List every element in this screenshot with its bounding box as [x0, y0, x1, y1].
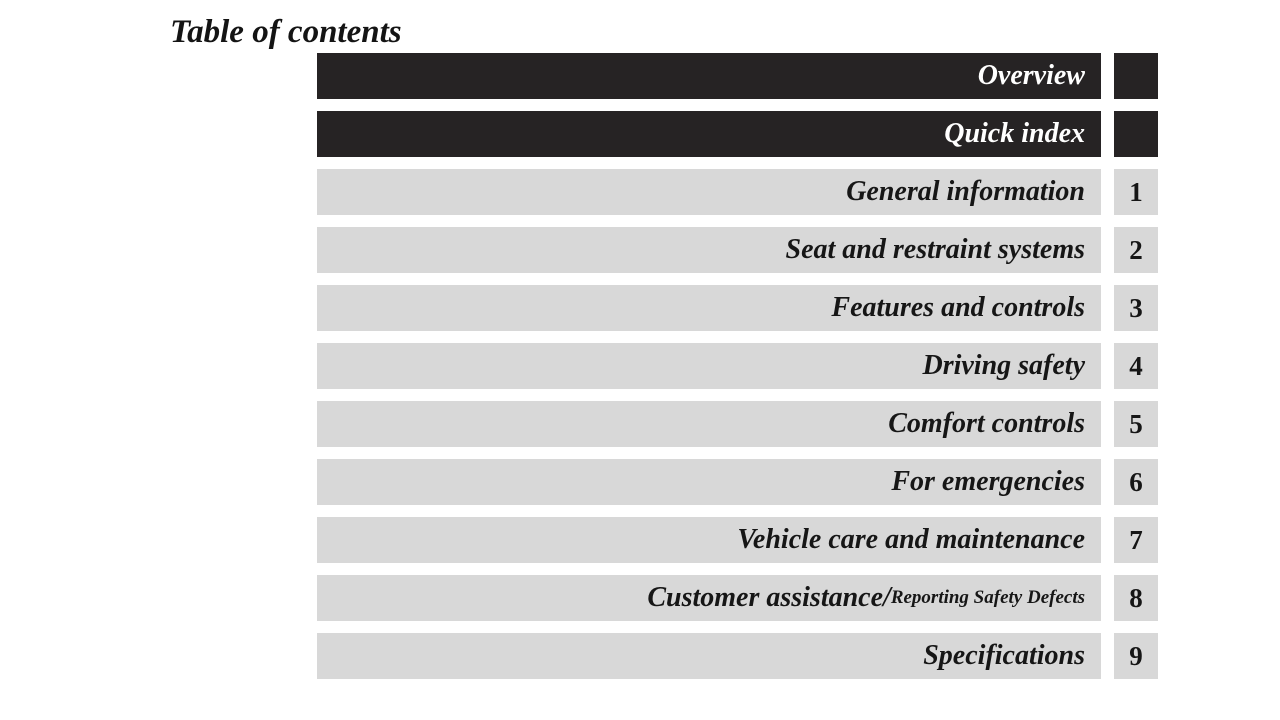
toc-section-label: Specifications — [923, 640, 1085, 671]
toc-section-number: 4 — [1114, 343, 1158, 389]
toc-section-number: 6 — [1114, 459, 1158, 505]
toc-section-number: 7 — [1114, 517, 1158, 563]
toc-section-number — [1114, 53, 1158, 99]
toc-row-specifications[interactable] — [317, 633, 1158, 679]
toc-section-number: 5 — [1114, 401, 1158, 447]
toc-section-bar[interactable] — [317, 343, 1101, 389]
toc-section-bar[interactable] — [317, 53, 1101, 99]
toc-row-general-information[interactable] — [317, 169, 1158, 215]
toc-row-customer-assistance[interactable] — [317, 575, 1158, 621]
toc-row-for-emergencies[interactable] — [317, 459, 1158, 505]
toc-section-label: For emergencies — [891, 466, 1085, 497]
toc-row-overview[interactable] — [317, 53, 1158, 99]
toc-section-label: Seat and restraint systems — [785, 234, 1085, 265]
toc-section-bar[interactable] — [317, 227, 1101, 273]
toc-section-bar[interactable] — [317, 401, 1101, 447]
toc-section-number: 2 — [1114, 227, 1158, 273]
toc-row-vehicle-care-and-maintenance[interactable] — [317, 517, 1158, 563]
toc-section-label: General information — [846, 176, 1085, 207]
toc-section-sublabel: Reporting Safety Defects — [890, 587, 1085, 608]
toc-row-quick-index[interactable] — [317, 111, 1158, 157]
toc-section-bar[interactable] — [317, 111, 1101, 157]
toc-section-label: Driving safety — [922, 350, 1085, 381]
toc-row-comfort-controls[interactable] — [317, 401, 1158, 447]
toc-section-label: Vehicle care and maintenance — [737, 524, 1085, 555]
toc-section-number: 9 — [1114, 633, 1158, 679]
toc-section-number — [1114, 111, 1158, 157]
toc-section-label: Features and controls — [831, 292, 1085, 323]
toc-section-label: Overview — [977, 60, 1085, 91]
toc-rows — [317, 53, 1158, 679]
page-title: Table of contents — [170, 14, 402, 50]
toc-section-bar[interactable] — [317, 517, 1101, 563]
toc-section-bar[interactable] — [317, 459, 1101, 505]
toc-section-bar[interactable] — [317, 285, 1101, 331]
toc-section-bar[interactable] — [317, 169, 1101, 215]
toc-section-label: Quick index — [944, 118, 1085, 149]
toc-section-number: 8 — [1114, 575, 1158, 621]
toc-section-label: Customer assistance/ — [647, 582, 891, 613]
toc-row-driving-safety[interactable] — [317, 343, 1158, 389]
toc-section-number: 3 — [1114, 285, 1158, 331]
toc-section-number: 1 — [1114, 169, 1158, 215]
toc-row-seat-and-restraint-systems[interactable] — [317, 227, 1158, 273]
toc-section-bar[interactable] — [317, 575, 1101, 621]
toc-section-label: Comfort controls — [888, 408, 1085, 439]
toc-row-features-and-controls[interactable] — [317, 285, 1158, 331]
toc-section-bar[interactable] — [317, 633, 1101, 679]
